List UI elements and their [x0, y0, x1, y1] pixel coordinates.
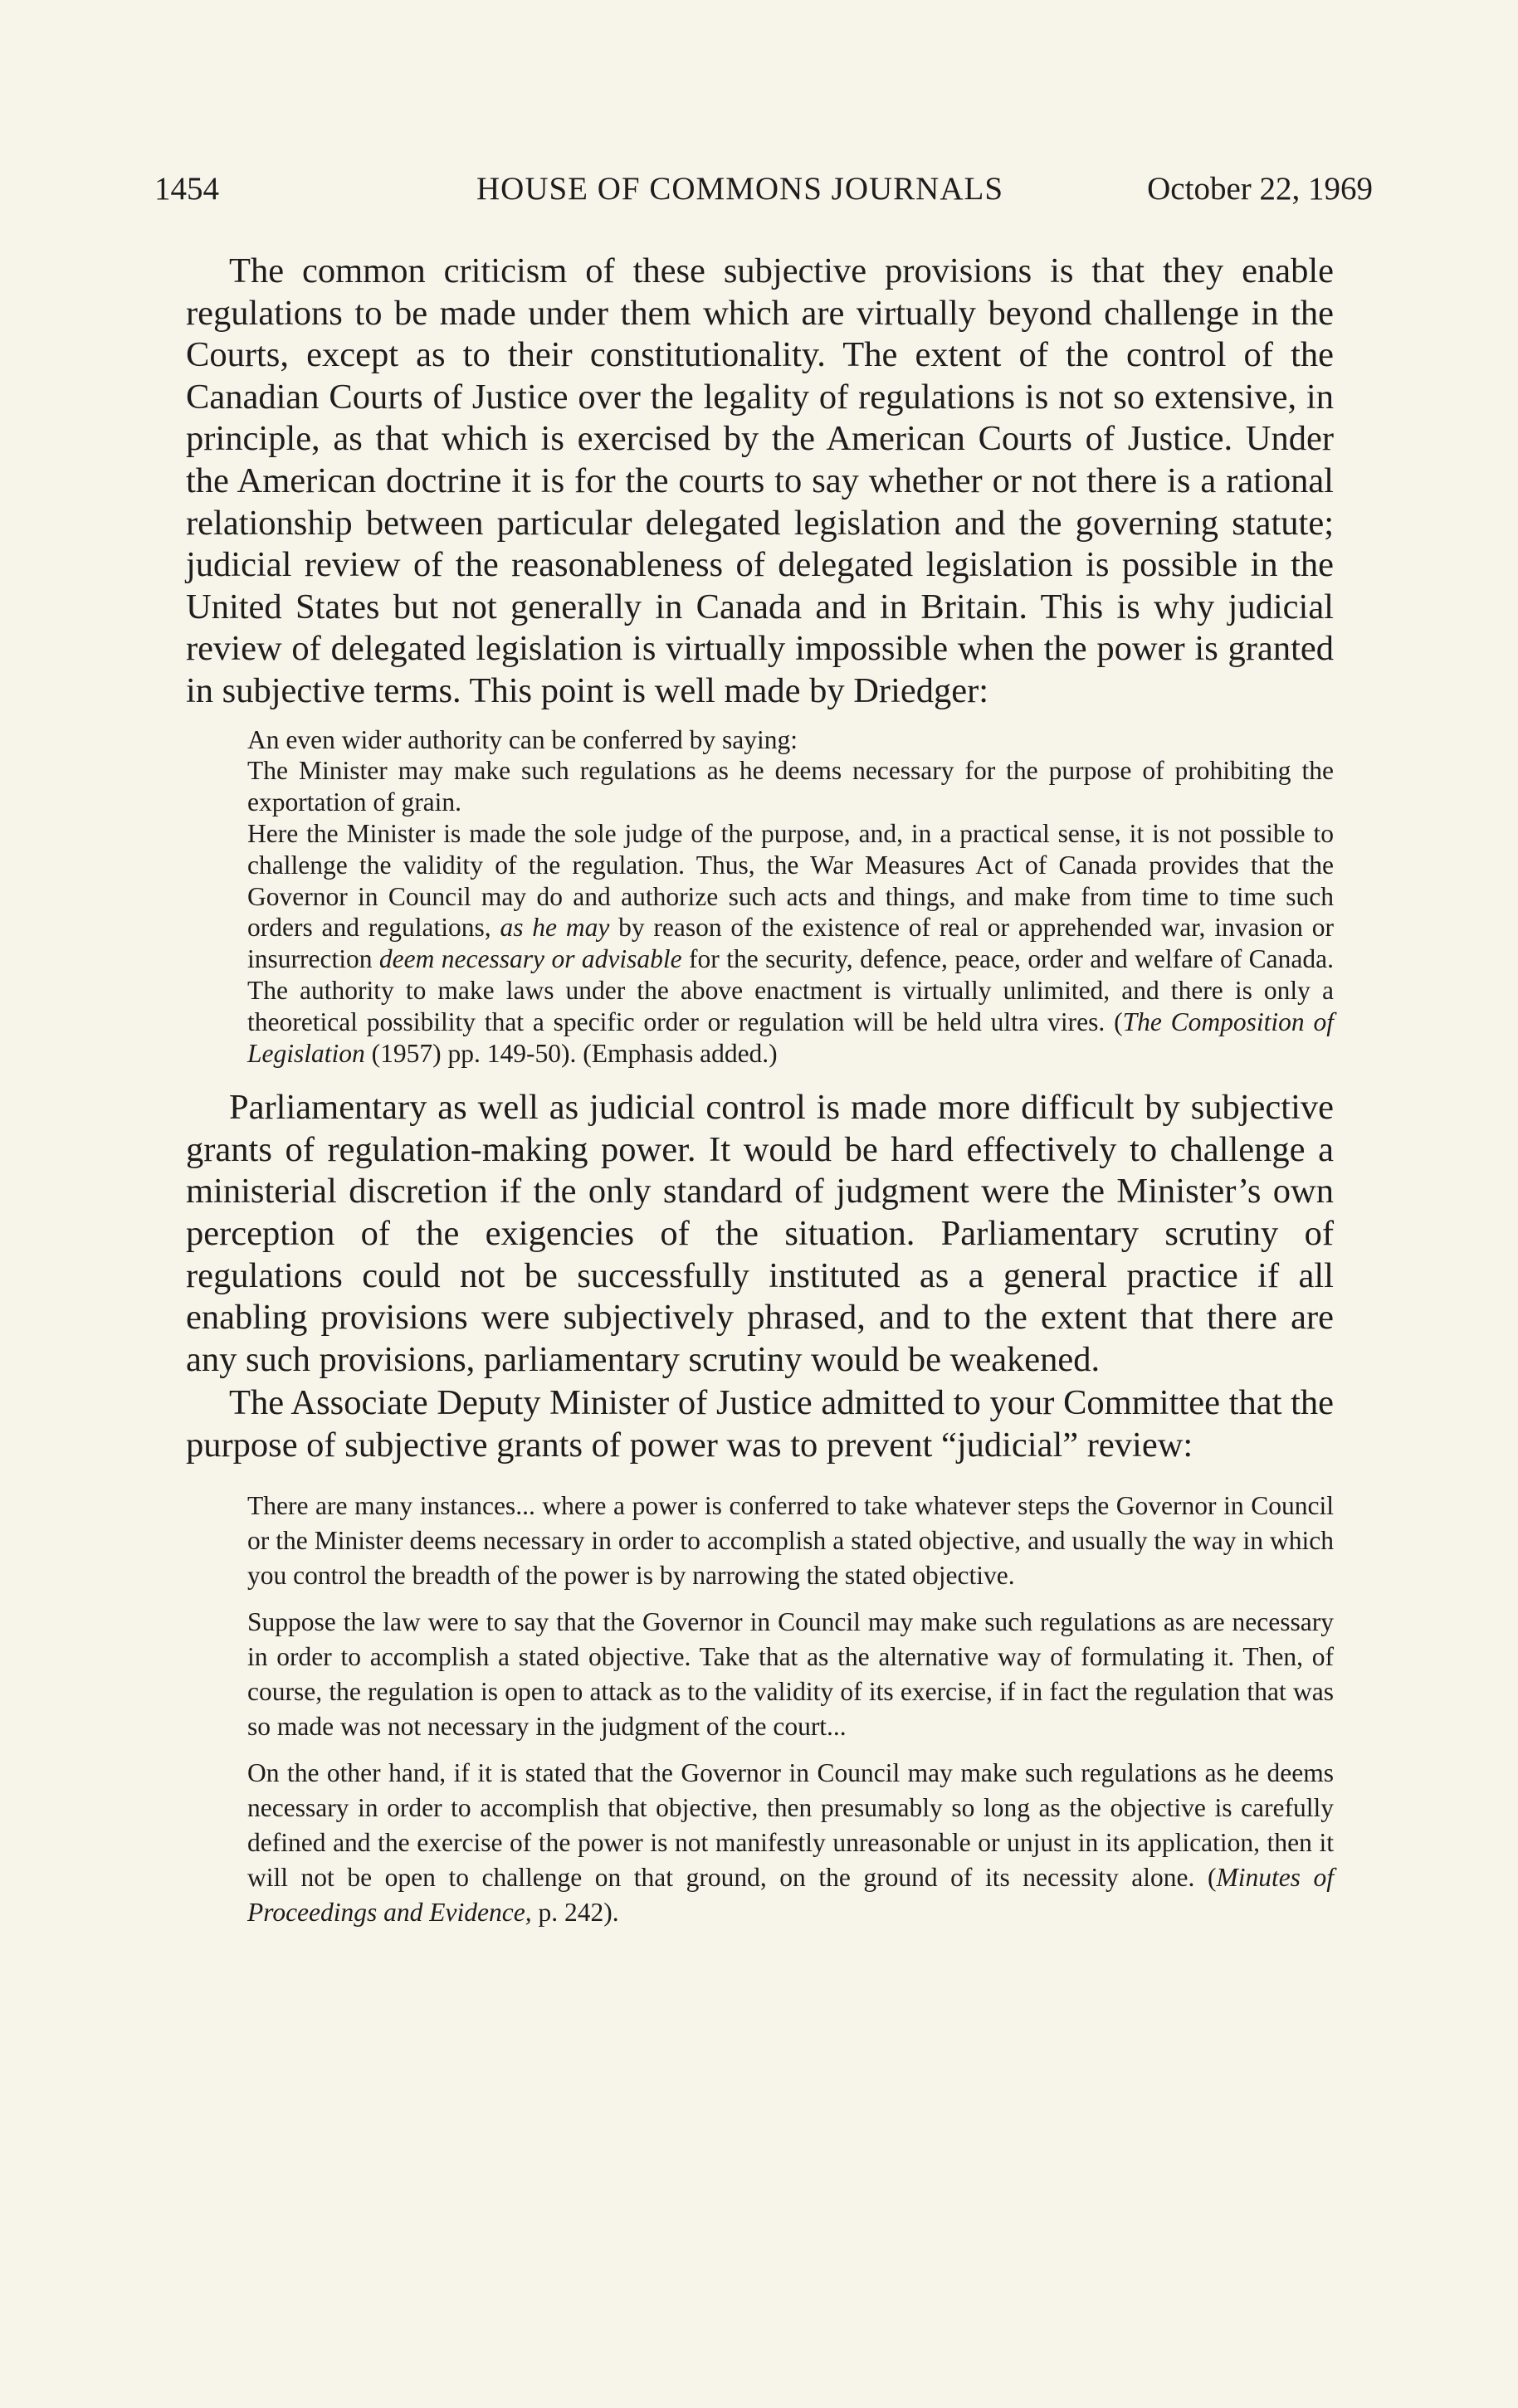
paragraph-subjective-criticism: The common criticism of these subjective provisions is that they enable regulations to be made under them which are virtually beyond challenge in the Courts, except as to their constitutionality. The extent of the control of the Canadian Courts of Justice over the legality of regulations is not so extensive, in principle, as that which is exercised by the American Courts of Justice. Under the American doctrine it is for the courts to say whether or not there is a rational relationship between particular delegated legislation and the governing statute; judicial review of the reasonableness of delegated legislation is possible in the United States but not generally in Canada and in Britain. This is why judicial review of delegated legislation is virtually impossible when the power is granted in subjective terms. This point is well made by Driedger:: [186, 251, 1334, 710]
quote-text: Here the Minister is made the sole judge of the purpose, and, in a practical sense, it is not possible to challenge the validity of the regulation. Thus, the War Measures Act of Canada provides that the Governor in Council may do and authorize such acts and things, and make from time to time such orders and regulations,: [247, 818, 1334, 943]
paragraph-parliamentary-control: Parliamentary as well as judicial control is made more difficult by subjective grants of regulation-making power. It would be hard effectively to challenge a ministerial discretion if the only standard of judgment were the Minister’s own perception of the exigencies of the situation. Parliamentary scrutiny of regulations could not be successfully instituted as a general practice if all enabling provisions were subjectively phrased, and to the extent that there are any such provisions, parliamentary scrutiny would be weakened.: [186, 1088, 1334, 1379]
quote2-citation-title: Minutes of Proceedings and Evidence,: [247, 1862, 1334, 1927]
page-number: 1454: [154, 171, 219, 207]
quote2-text: p. 242).: [531, 1897, 619, 1927]
quote-citation-title: The Composition of Legislation: [247, 1007, 1334, 1068]
quote-example: The Minister may make such regulations as he deems necessary for the purpose of prohibiting the exportation of grain.: [247, 756, 1334, 817]
quote-intro: An even wider authority can be conferred by saying:: [247, 724, 798, 754]
quote-text: (1957) pp. 149-50). (Emphasis added.): [364, 1038, 778, 1068]
page-header: [154, 164, 1373, 214]
quote2-paragraph-2: Suppose the law were to say that the Governor in Council may make such regulations as are necessary in order to accomplish a stated objective. Take that as the alternative way of formulating it. Then, of course, the regulation is open to attack as to the validity of its exercise, if in fact the regulation that was so made was not necessary in the judgment of the court...: [247, 1606, 1334, 1741]
quote2-text: On the other hand, if it is stated that the Governor in Council may make such regulations as he deems necessary in order to accomplish that objective, then presumably so long as the objective is carefully defined and the exercise of the power is not manifestly unreasonable or unjust in its application, then it will not be open to challenge on that ground, on the ground of its necessity alone. (: [247, 1757, 1334, 1892]
quote-text: for the security, defence, peace, order and welfare of Canada. The authority to make laws under the above enactment is virtually unlimited, and there is only a theoretical possibility that a specific order or regulation will be held ultra vires. (: [247, 944, 1334, 1036]
paragraph-associate-deputy: The Associate Deputy Minister of Justice admitted to your Committee that the purpose of subjective grants of power was to prevent “judicial” review:: [186, 1383, 1334, 1465]
quote2-paragraph-1: There are many instances... where a power is conferred to take whatever steps the Governor in Council or the Minister deems necessary in order to accomplish a stated objective, and usually the way in which you control the breadth of the power is by narrowing the stated objective.: [247, 1490, 1334, 1590]
journal-title: HOUSE OF COMMONS JOURNALS: [476, 171, 1004, 207]
quote-text: by reason of the existence of real or apprehended war, invasion or insurrection: [247, 913, 1334, 974]
minutes-quotation: [247, 1489, 1334, 1930]
quote-emphasis: deem necessary or advisable: [378, 944, 682, 974]
quote2-paragraph-3: [247, 1756, 1334, 1930]
header-date: October 22, 1969: [1147, 171, 1373, 207]
quote-body: [247, 818, 1334, 1069]
quote-emphasis: as he may: [500, 913, 610, 943]
page-body: [186, 251, 1334, 1942]
driedger-quotation: [247, 724, 1334, 1070]
